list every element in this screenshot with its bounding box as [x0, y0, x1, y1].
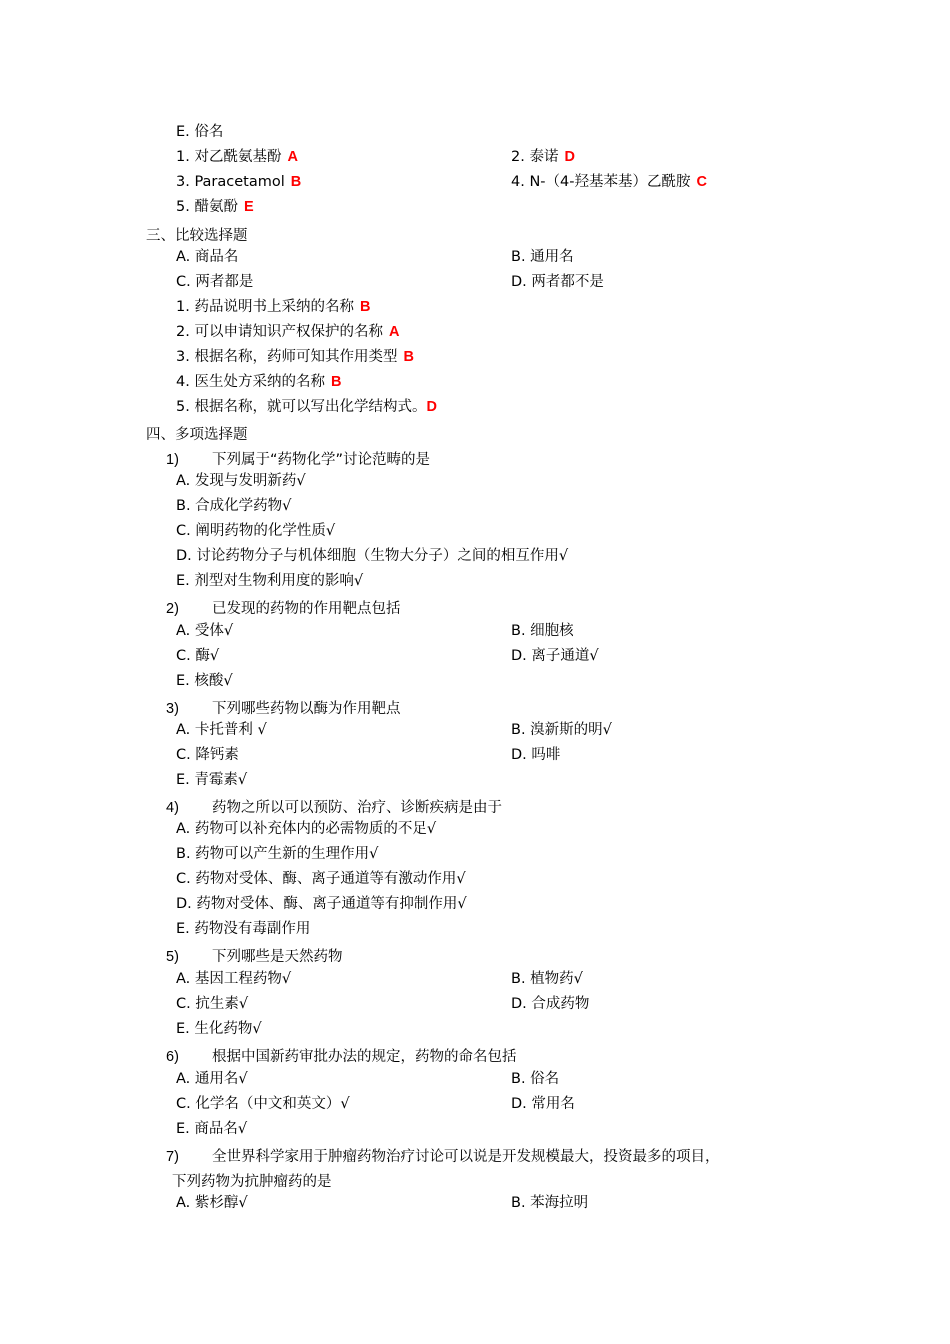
question	[166, 1047, 517, 1067]
option: A. 商品名	[176, 249, 239, 265]
question-text: 根据中国新药审批办法的规定，药物的命名包括	[212, 1049, 517, 1065]
item-text: 4. 医生处方采纳的名称	[176, 374, 325, 390]
question-text-continued: 下列药物为抗肿瘤药的是	[172, 1174, 332, 1190]
option: B. 合成化学药物√	[176, 498, 292, 514]
option: A. 药物可以补充体内的必需物质的不足√	[176, 821, 437, 837]
option: D. 吗啡	[511, 747, 561, 763]
option: C. 化学名（中文和英文）√	[176, 1096, 350, 1112]
item-text: 1. 对乙酰氨基酚	[176, 149, 282, 165]
question	[166, 798, 502, 818]
option: D. 常用名	[511, 1096, 575, 1112]
question	[166, 1147, 720, 1167]
option: D. 药物对受体、酶、离子通道等有抑制作用√	[176, 896, 467, 912]
option: A. 通用名√	[176, 1071, 248, 1087]
item-text: 5. 根据名称，就可以写出化学结构式。	[176, 399, 427, 415]
option: D. 讨论药物分子与机体细胞（生物大分子）之间的相互作用√	[176, 548, 569, 564]
question-number: 4)	[166, 800, 179, 816]
question-text: 已发现的药物的作用靶点包括	[212, 601, 401, 617]
option: A. 紫杉醇√	[176, 1195, 248, 1211]
question	[166, 699, 401, 719]
item-text: 5. 醋氨酚	[176, 199, 238, 215]
list-item	[176, 297, 370, 317]
question	[166, 947, 343, 967]
option: B. 细胞核	[511, 623, 574, 639]
question	[166, 599, 401, 619]
option-e-common-name: E. 俗名	[176, 124, 224, 140]
question-text: 下列哪些药物以酶为作用靶点	[212, 701, 401, 717]
option: E. 剂型对生物利用度的影响√	[176, 573, 364, 589]
question-text: 全世界科学家用于肿瘤药物治疗讨论可以说是开发规模最大，投资最多的项目，	[212, 1149, 720, 1165]
option: E. 核酸√	[176, 673, 233, 689]
option: C. 两者都是	[176, 274, 254, 290]
question-number: 7)	[166, 1149, 179, 1165]
option: C. 酶√	[176, 648, 220, 664]
option: C. 阐明药物的化学性质√	[176, 523, 336, 539]
option: D. 合成药物	[511, 996, 590, 1012]
section-title: 三、比较选择题	[146, 228, 248, 244]
answer-badge: A	[388, 324, 400, 340]
option: B. 植物药√	[511, 971, 583, 987]
answer-badge: B	[290, 174, 302, 190]
answer-badge: D	[564, 149, 575, 165]
option: E. 青霉素√	[176, 772, 248, 788]
option: A. 基因工程药物√	[176, 971, 292, 987]
section-title: 四、多项选择题	[146, 427, 248, 443]
option: A. 发现与发明新药√	[176, 473, 306, 489]
option: A. 受体√	[176, 623, 234, 639]
list-item	[176, 322, 399, 342]
answer-badge: B	[403, 349, 414, 365]
list-item	[511, 147, 575, 167]
answer-badge: C	[696, 174, 707, 190]
option: A. 卡托普利 √	[176, 722, 267, 738]
list-item	[176, 397, 437, 417]
item-text: 2. 泰诺	[511, 149, 559, 165]
option: B. 苯海拉明	[511, 1195, 589, 1211]
question	[166, 450, 431, 470]
option: B. 通用名	[511, 249, 574, 265]
item-text: 2. 可以申请知识产权保护的名称	[176, 324, 383, 340]
answer-badge: B	[330, 374, 342, 390]
option: D. 两者都不是	[511, 274, 604, 290]
answer-badge: E	[243, 199, 254, 215]
question-text: 药物之所以可以预防、治疗、诊断疾病是由于	[212, 800, 502, 816]
question-text: 下列哪些是天然药物	[212, 949, 343, 965]
question-number: 1)	[166, 452, 179, 468]
answer-badge: D	[426, 399, 437, 415]
option: E. 生化药物√	[176, 1021, 262, 1037]
list-item	[176, 172, 301, 192]
item-text: 3. 根据名称，药师可知其作用类型	[176, 349, 398, 365]
option: C. 抗生素√	[176, 996, 249, 1012]
question-text: 下列属于“药物化学”讨论范畴的是	[212, 452, 431, 468]
list-item	[176, 347, 414, 367]
question-number: 5)	[166, 949, 179, 965]
answer-badge: A	[287, 149, 298, 165]
item-text: 3. Paracetamol	[176, 174, 285, 190]
option: C. 药物对受体、酶、离子通道等有激动作用√	[176, 871, 466, 887]
list-item	[176, 197, 254, 217]
option: E. 药物没有毒副作用	[176, 921, 311, 937]
question-number: 3)	[166, 701, 179, 717]
option: E. 商品名√	[176, 1121, 248, 1137]
option: B. 药物可以产生新的生理作用√	[176, 846, 379, 862]
option: B. 俗名	[511, 1071, 560, 1087]
list-item	[176, 147, 298, 167]
option: B. 溴新斯的明√	[511, 722, 612, 738]
list-item	[511, 172, 707, 192]
option: D. 离子通道√	[511, 648, 599, 664]
question-number: 2)	[166, 601, 179, 617]
option: C. 降钙素	[176, 747, 239, 763]
question-number: 6)	[166, 1049, 179, 1065]
answer-badge: B	[359, 299, 371, 315]
item-text: 4. N-（4-羟基苯基）乙酰胺	[511, 174, 691, 190]
list-item	[176, 372, 341, 392]
item-text: 1. 药品说明书上采纳的名称	[176, 299, 354, 315]
